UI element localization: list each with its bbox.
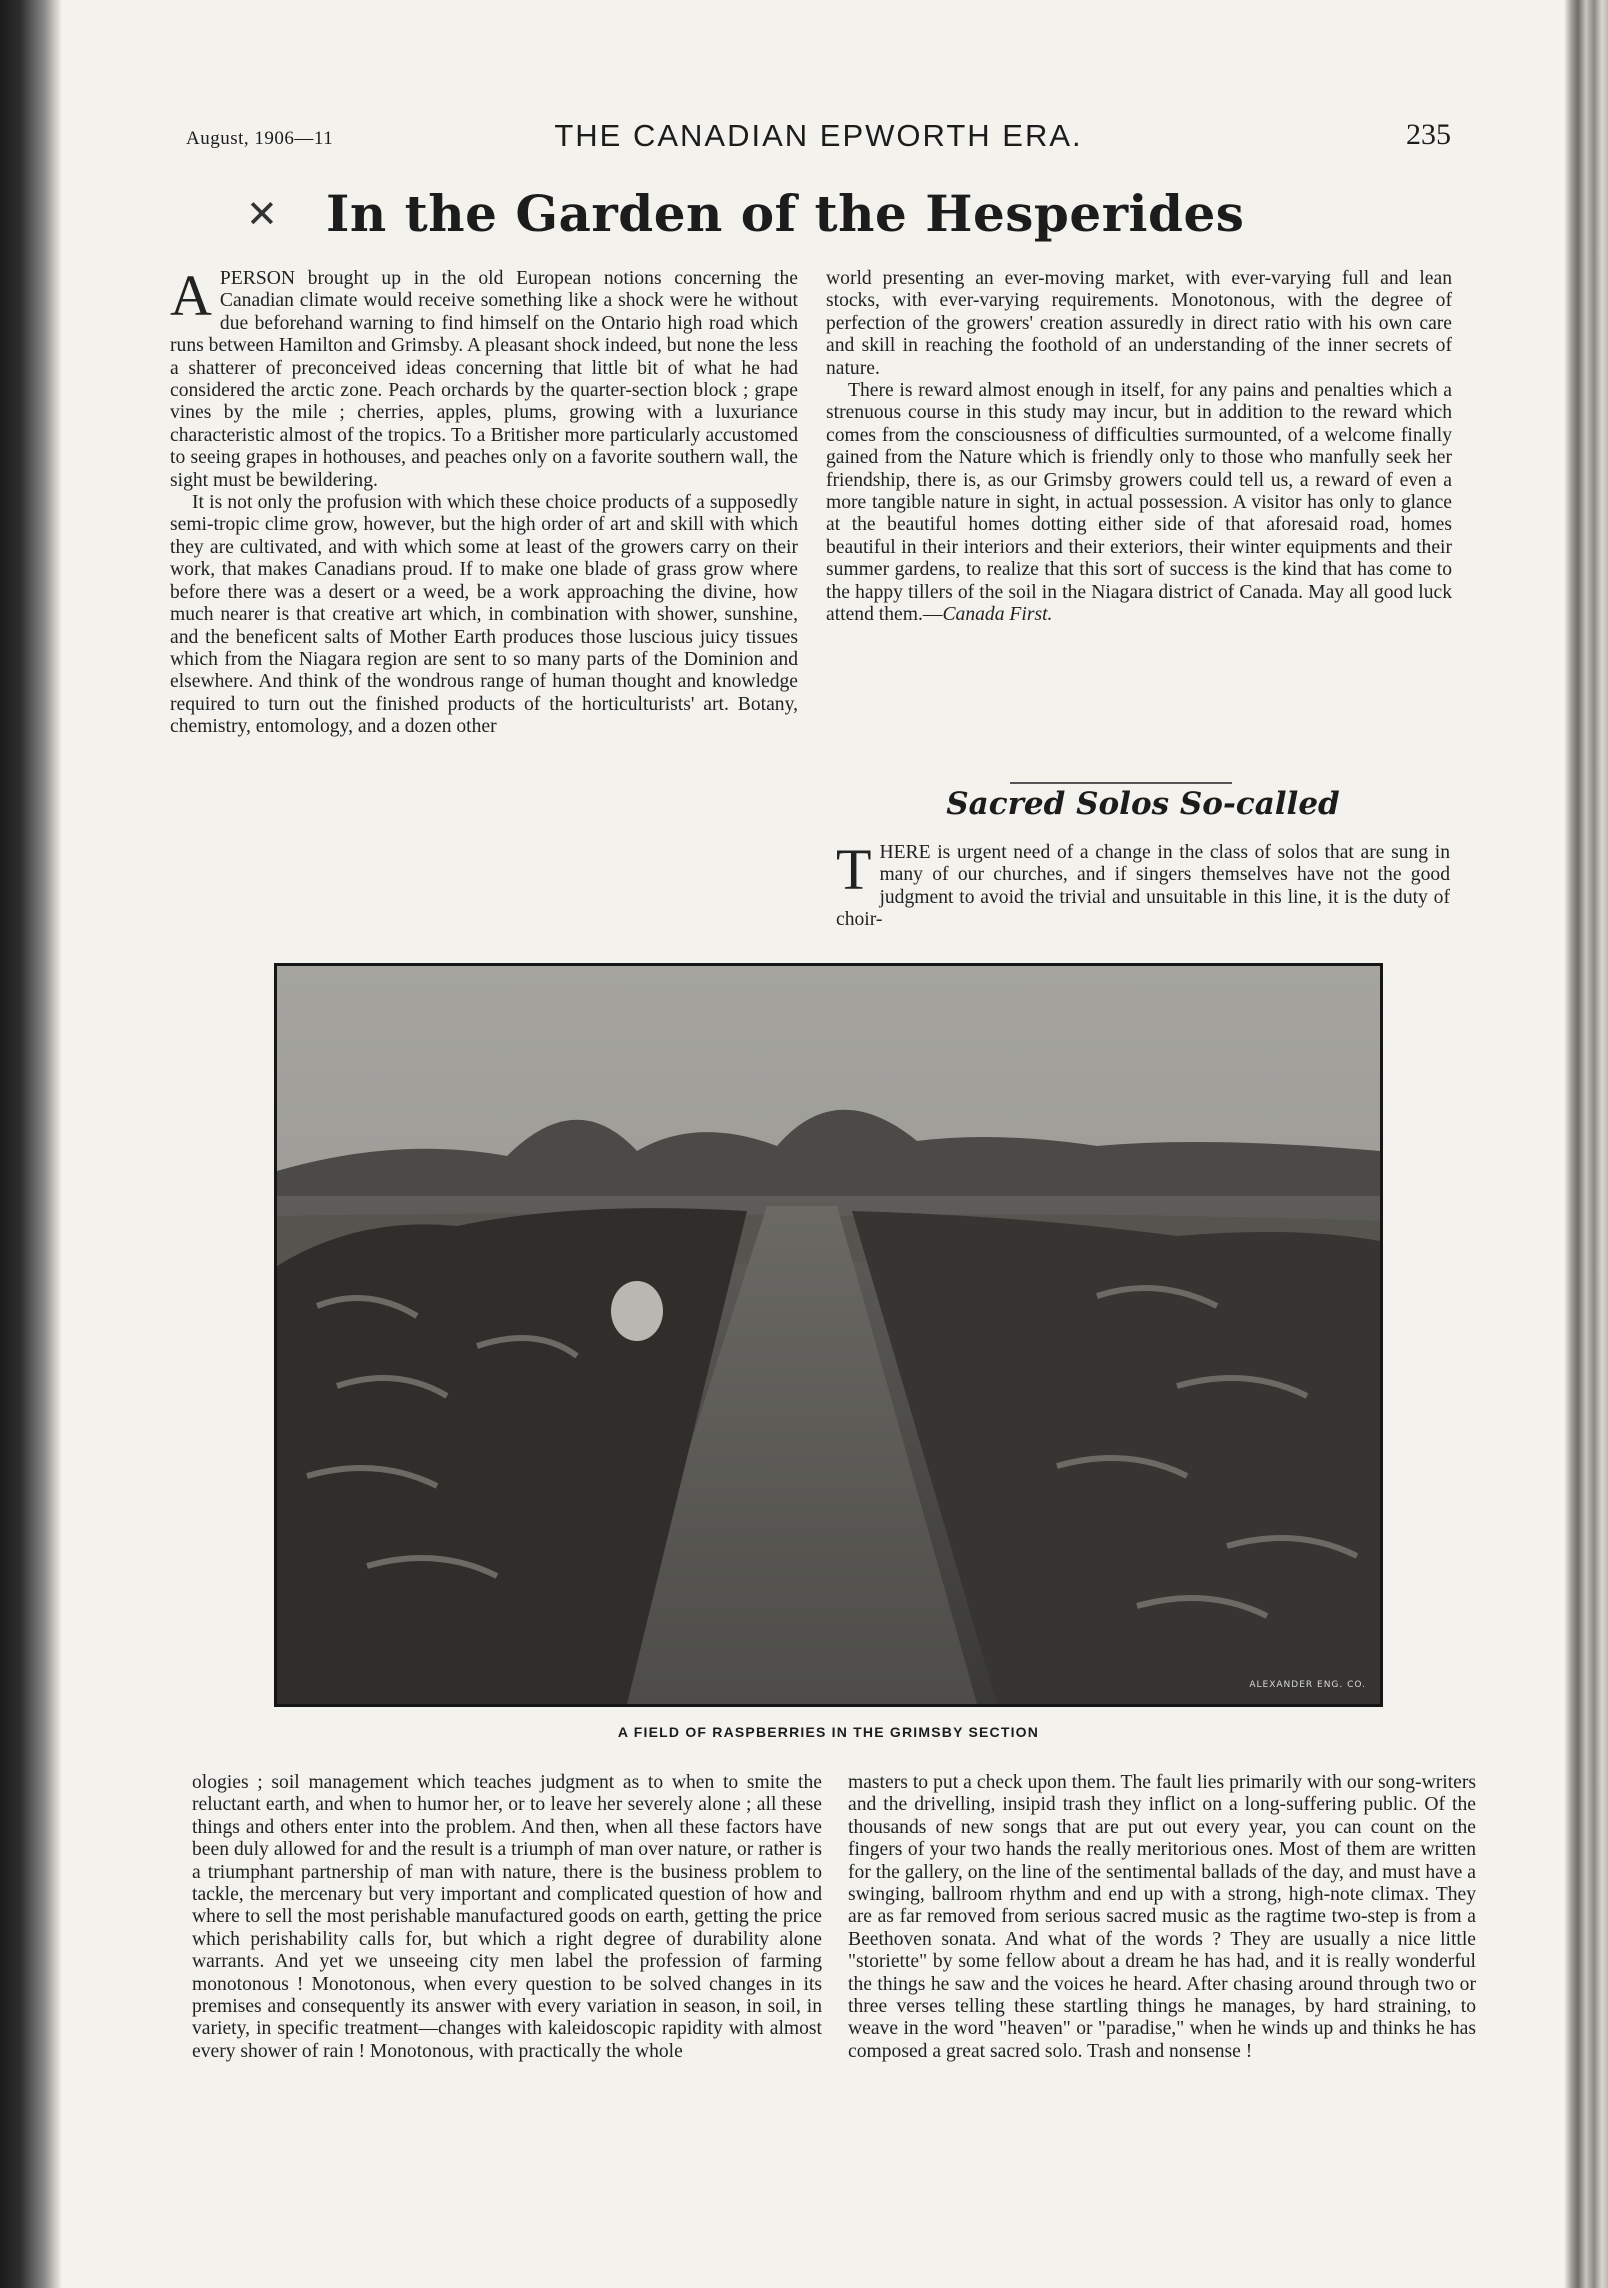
engraver-credit: ALEXANDER ENG. CO. [1249, 1680, 1366, 1690]
article-paragraph-5: ologies ; soil management which teaches judgment as to when to smite the reluctant earth, and when to humor her, or to leave her severely alone ; all these things and others enter into the problem. And then, when all these factors have been duly allowed for and the result is a triumph of man over nature, or rather is a triumphant partnership of man with nature, there is the business problem to tackle, the mercenary but very important and complicated question of how and where to sell the most perishable manufactured goods on earth, getting the price which perishability calls for, but which a right degree of durability alone warrants. And yet we unseeing city men label the profession of farming monotonous ! Monotonous, when every question to be solved changes in its premises and consequently its answer with every variation in season, in soil, in variety, in specific treatment—changes with kaleidoscopic rapidity with almost every shower of rain ! Monotonous, with practically the whole [192, 1772, 822, 2062]
paragraph-text: PERSON brought up in the old European notions concerning the Canadian climate would receive something like a shock were he without due beforehand warning to find himself on the Ontario high road which runs between Hamilton and Grimsby. A pleasant shock indeed, but none the less a shatterer of preconceived ideas concerning that little bit of what he had considered the arctic zone. Peach orchards by the quarter-section block ; grape vines by the mile ; cherries, apples, plums, growing with a luxuriance characteristic almost of the tropics. To a Britisher more particularly accustomed to seeing grapes in hothouses, and peaches only on a favorite southern wall, the sight must be bewildering. [170, 268, 798, 491]
article-paragraph-2: It is not only the profusion with which these choice products of a supposedly semi-tropic clime grow, however, but the high order of art and skill with which they are cultivated, and with which some at least of the growers carry on their work, that makes Canadians proud. If to make one blade of grass grow where before there was a desert or a weed, be a work approaching the divine, how much nearer is that creative art which, in combination with shower, sunshine, and the beneficent salts of Mother Earth produces those luscious juicy tissues which from the Niagara region are sent to so many parts of the Dominion and elsewhere. And think of the wondrous range of human thought and knowledge required to turn out the finished products of the horticulturists' art. Botany, chemistry, entomology, and a dozen other [170, 492, 798, 738]
solos-column-bottom-right [848, 1772, 1476, 2232]
drop-cap: A [170, 268, 212, 328]
issue-date: August, 1906—11 [186, 128, 334, 149]
photo-caption: A FIELD OF RASPBERRIES IN THE GRIMSBY SECTION [617, 1724, 1040, 1740]
article-column-left [170, 268, 798, 952]
solos-intro [836, 842, 1450, 950]
solos-paragraph-1 [836, 842, 1450, 932]
section-divider [1010, 782, 1232, 784]
photo-illustration [277, 966, 1380, 1704]
drop-cap: T [836, 842, 872, 902]
attribution: Canada First. [942, 604, 1053, 626]
paragraph-text: There is reward almost enough in itself, for any pains and penalties which a strenuous course in this study may incur, but in addition to the reward which comes from the consciousness of difficulties surmounted, of a welcome finally gained from the Nature which is friendly only to those who manfully seek her friendship, there is, as our Grimsby growers could tell us, a reward of even a more tangible nature in sight, in actual possession. A visitor has only to glance at the beautiful homes dotting either side of that aforesaid road, homes beautiful in their interiors and their exteriors, their winter equipments and their summer gardens, to realize that this sort of success is the kind that has come to the happy tillers of the soil in the Niagara district of Canada. May all good luck attend them.— [826, 380, 1452, 626]
article-column-bottom-left [192, 1772, 822, 2232]
solos-paragraph-2: masters to put a check upon them. The fault lies primarily with our song-writers and the drivelling, insipid trash they inflict on a long-suffering public. Of the thousands of new songs that are put out every year, you can count on the fingers of your two hands the really meritorious ones. Most of them are written for the gallery, on the line of the sentimental ballads of the day, and must have a swinging, ballroom rhythm and end up with a strong, high-note climax. They are as far removed from serious sacred music as the ragtime two-step is from a Beethoven sonata. And what of the words ? They are usually a nice little "storiette" by some fellow about a dream he has had, and it is really wonderful the things he saw and the voices he heard. After chasing around through two or three verses telling these startling things he manages, by hard straining, to weave in the word "heaven" or "paradise," when he winds up and thinks he has composed a great sacred solo. Trash and nonsense ! [848, 1772, 1476, 2062]
running-head [186, 118, 1451, 158]
journal-title: THE CANADIAN EPWORTH ERA. [554, 118, 1083, 153]
paragraph-text: HERE is urgent need of a change in the class of solos that are sung in many of our churches, and if singers themselves have not the good judgment to avoid the trivial and unsuitable in this line, it is the duty of choir- [836, 842, 1450, 931]
article-paragraph-1 [170, 268, 798, 492]
article-paragraph-4 [826, 380, 1452, 626]
paper-bag [611, 1281, 663, 1341]
raspberry-field-photo [274, 963, 1383, 1707]
solos-title: Sacred Solos So-called [946, 786, 1340, 822]
article-paragraph-3: world presenting an ever-moving market, with ever-varying full and lean stocks, with ever-varying requirements. Monotonous, with the degree of perfection of the growers' creation assuredly in direct ratio with his own care and skill in reaching the foothold of an understanding of the inner secrets of nature. [826, 268, 1452, 379]
article-title: In the Garden of the Hesperides [326, 184, 1245, 243]
page-number: 235 [1406, 118, 1451, 151]
article-column-right [826, 268, 1452, 768]
handwritten-mark: ✕ [246, 192, 278, 236]
